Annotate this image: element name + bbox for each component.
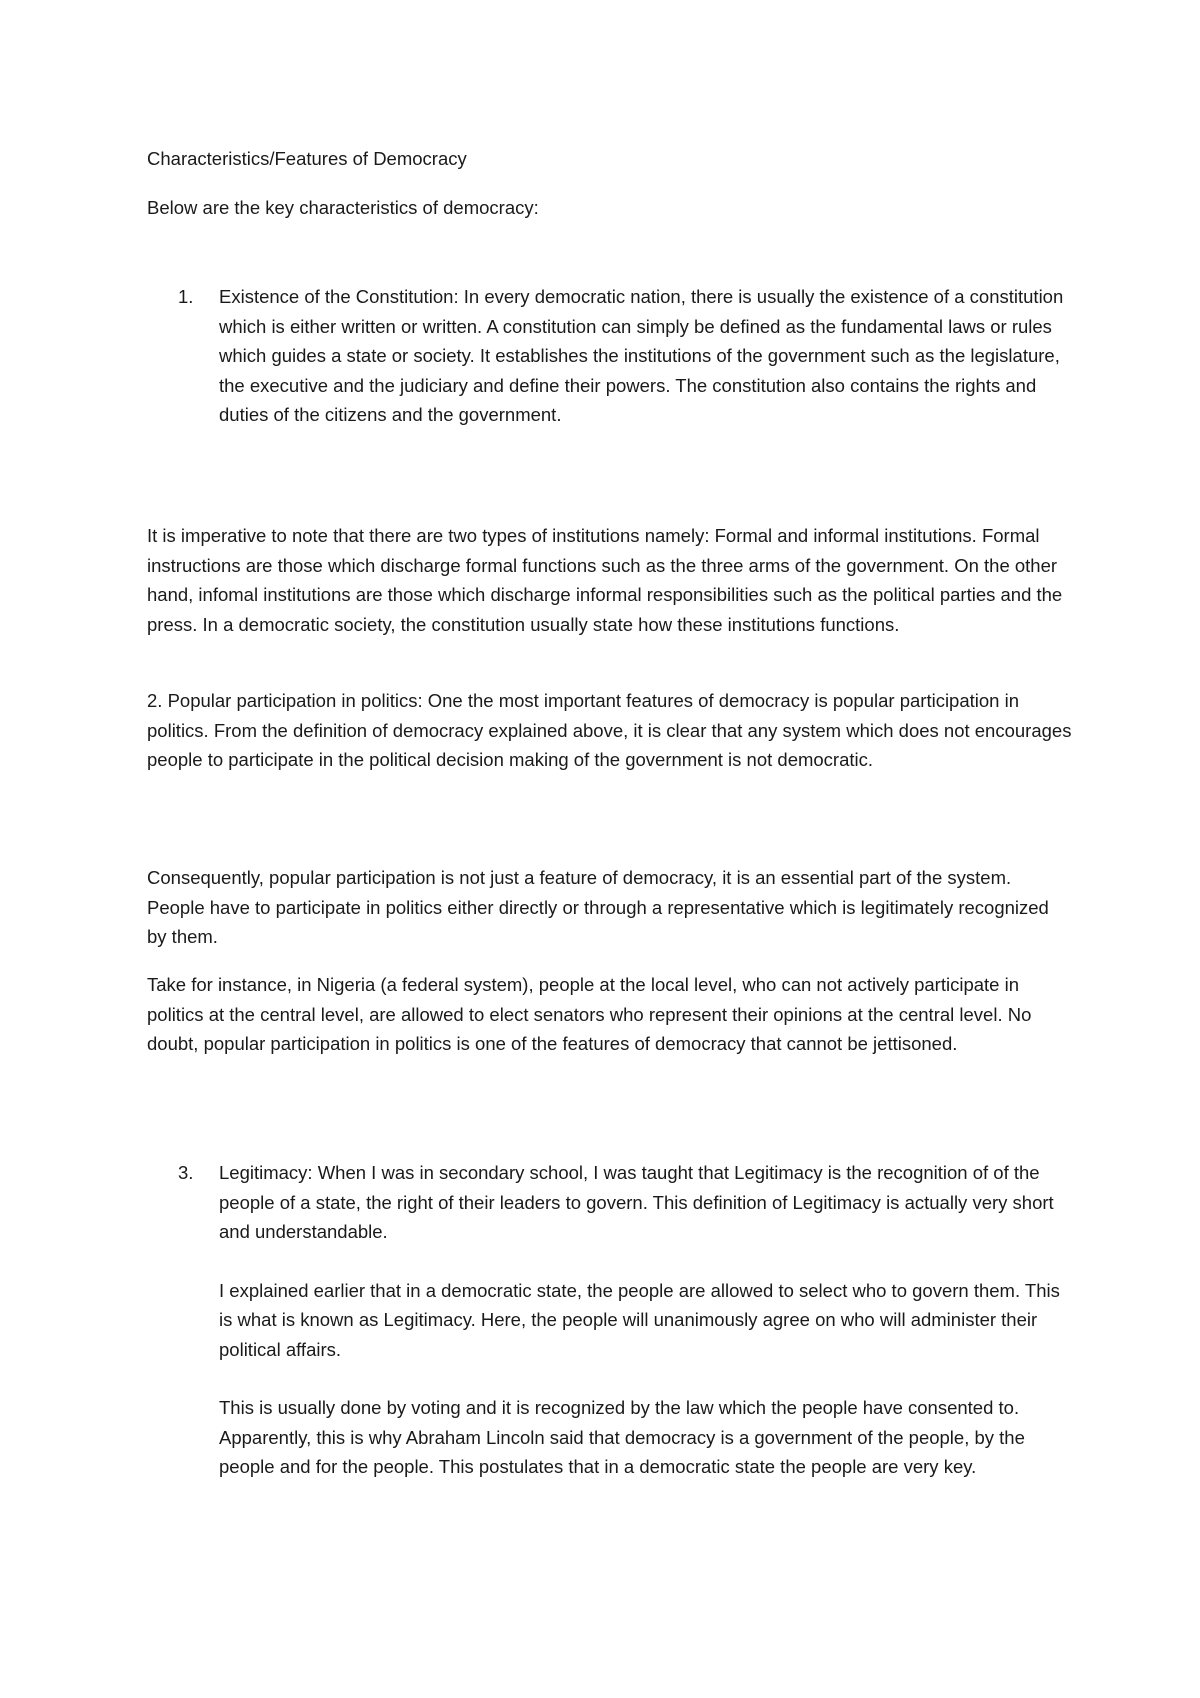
list-number: 1. [178,286,194,307]
list-item-text: Legitimacy: When I was in secondary school, I was taught that Legitimacy is the recognition of of the people of a state, the right of their leaders to govern. This definition of Legitimacy is actually very short and understandable. [219,1162,1054,1242]
paragraph-consequently: Consequently, popular participation is not just a feature of democracy, it is an essential part of the system. People have to participate in politics either directly or through a representative which is legitimately recognized by them. [147,867,1049,947]
list-item-text: This is usually done by voting and it is recognized by the law which the people have consented to. Apparently, this is why Abraham Lincoln said that democracy is a government of the people, by the people and for the people. This postulates that in a democratic state the people are very key. [219,1397,1025,1477]
paragraph-institutions: It is imperative to note that there are two types of institutions namely: Formal and informal institutions. Formal instructions are those which discharge formal functions such as the three arms of the government. On the other hand, infomal institutions are those which discharge informal responsibilities such as the political parties and the press. In a democratic society, the constitution usually state how these institutions functions. [147,525,1063,635]
list-number: 3. [178,1162,194,1183]
document-title: Characteristics/Features of Democracy [147,148,467,169]
list-item-text: Existence of the Constitution: In every democratic nation, there is usually the existence of a constitution which is either written or written. A constitution can simply be defined as the fundamental laws or rules which guides a state or society. It establishes the institutions of the government such as the legislature, the executive and the judiciary and define their powers. The constitution also contains the rights and duties of the citizens and the government. [219,286,1064,425]
paragraph-nigeria: Take for instance, in Nigeria (a federal system), people at the local level, who can not actively participate in politics at the central level, are allowed to elect senators who represent their opinions at the central level. No doubt, popular participation in politics is one of the features of democracy that cannot be jettisoned. [147,974,1032,1054]
list-item-text: I explained earlier that in a democratic state, the people are allowed to select who to govern them. This is what is known as Legitimacy. Here, the people will unanimously agree on who will administer their political affairs. [219,1279,1060,1360]
intro-text: Below are the key characteristics of democracy: [147,197,539,218]
paragraph-popular-participation: 2. Popular participation in politics: One the most important features of democracy is popular participation in politics. From the definition of democracy explained above, it is clear that any system which does not encourages people to participate in the political decision making of the government is not democratic. [147,690,1072,770]
